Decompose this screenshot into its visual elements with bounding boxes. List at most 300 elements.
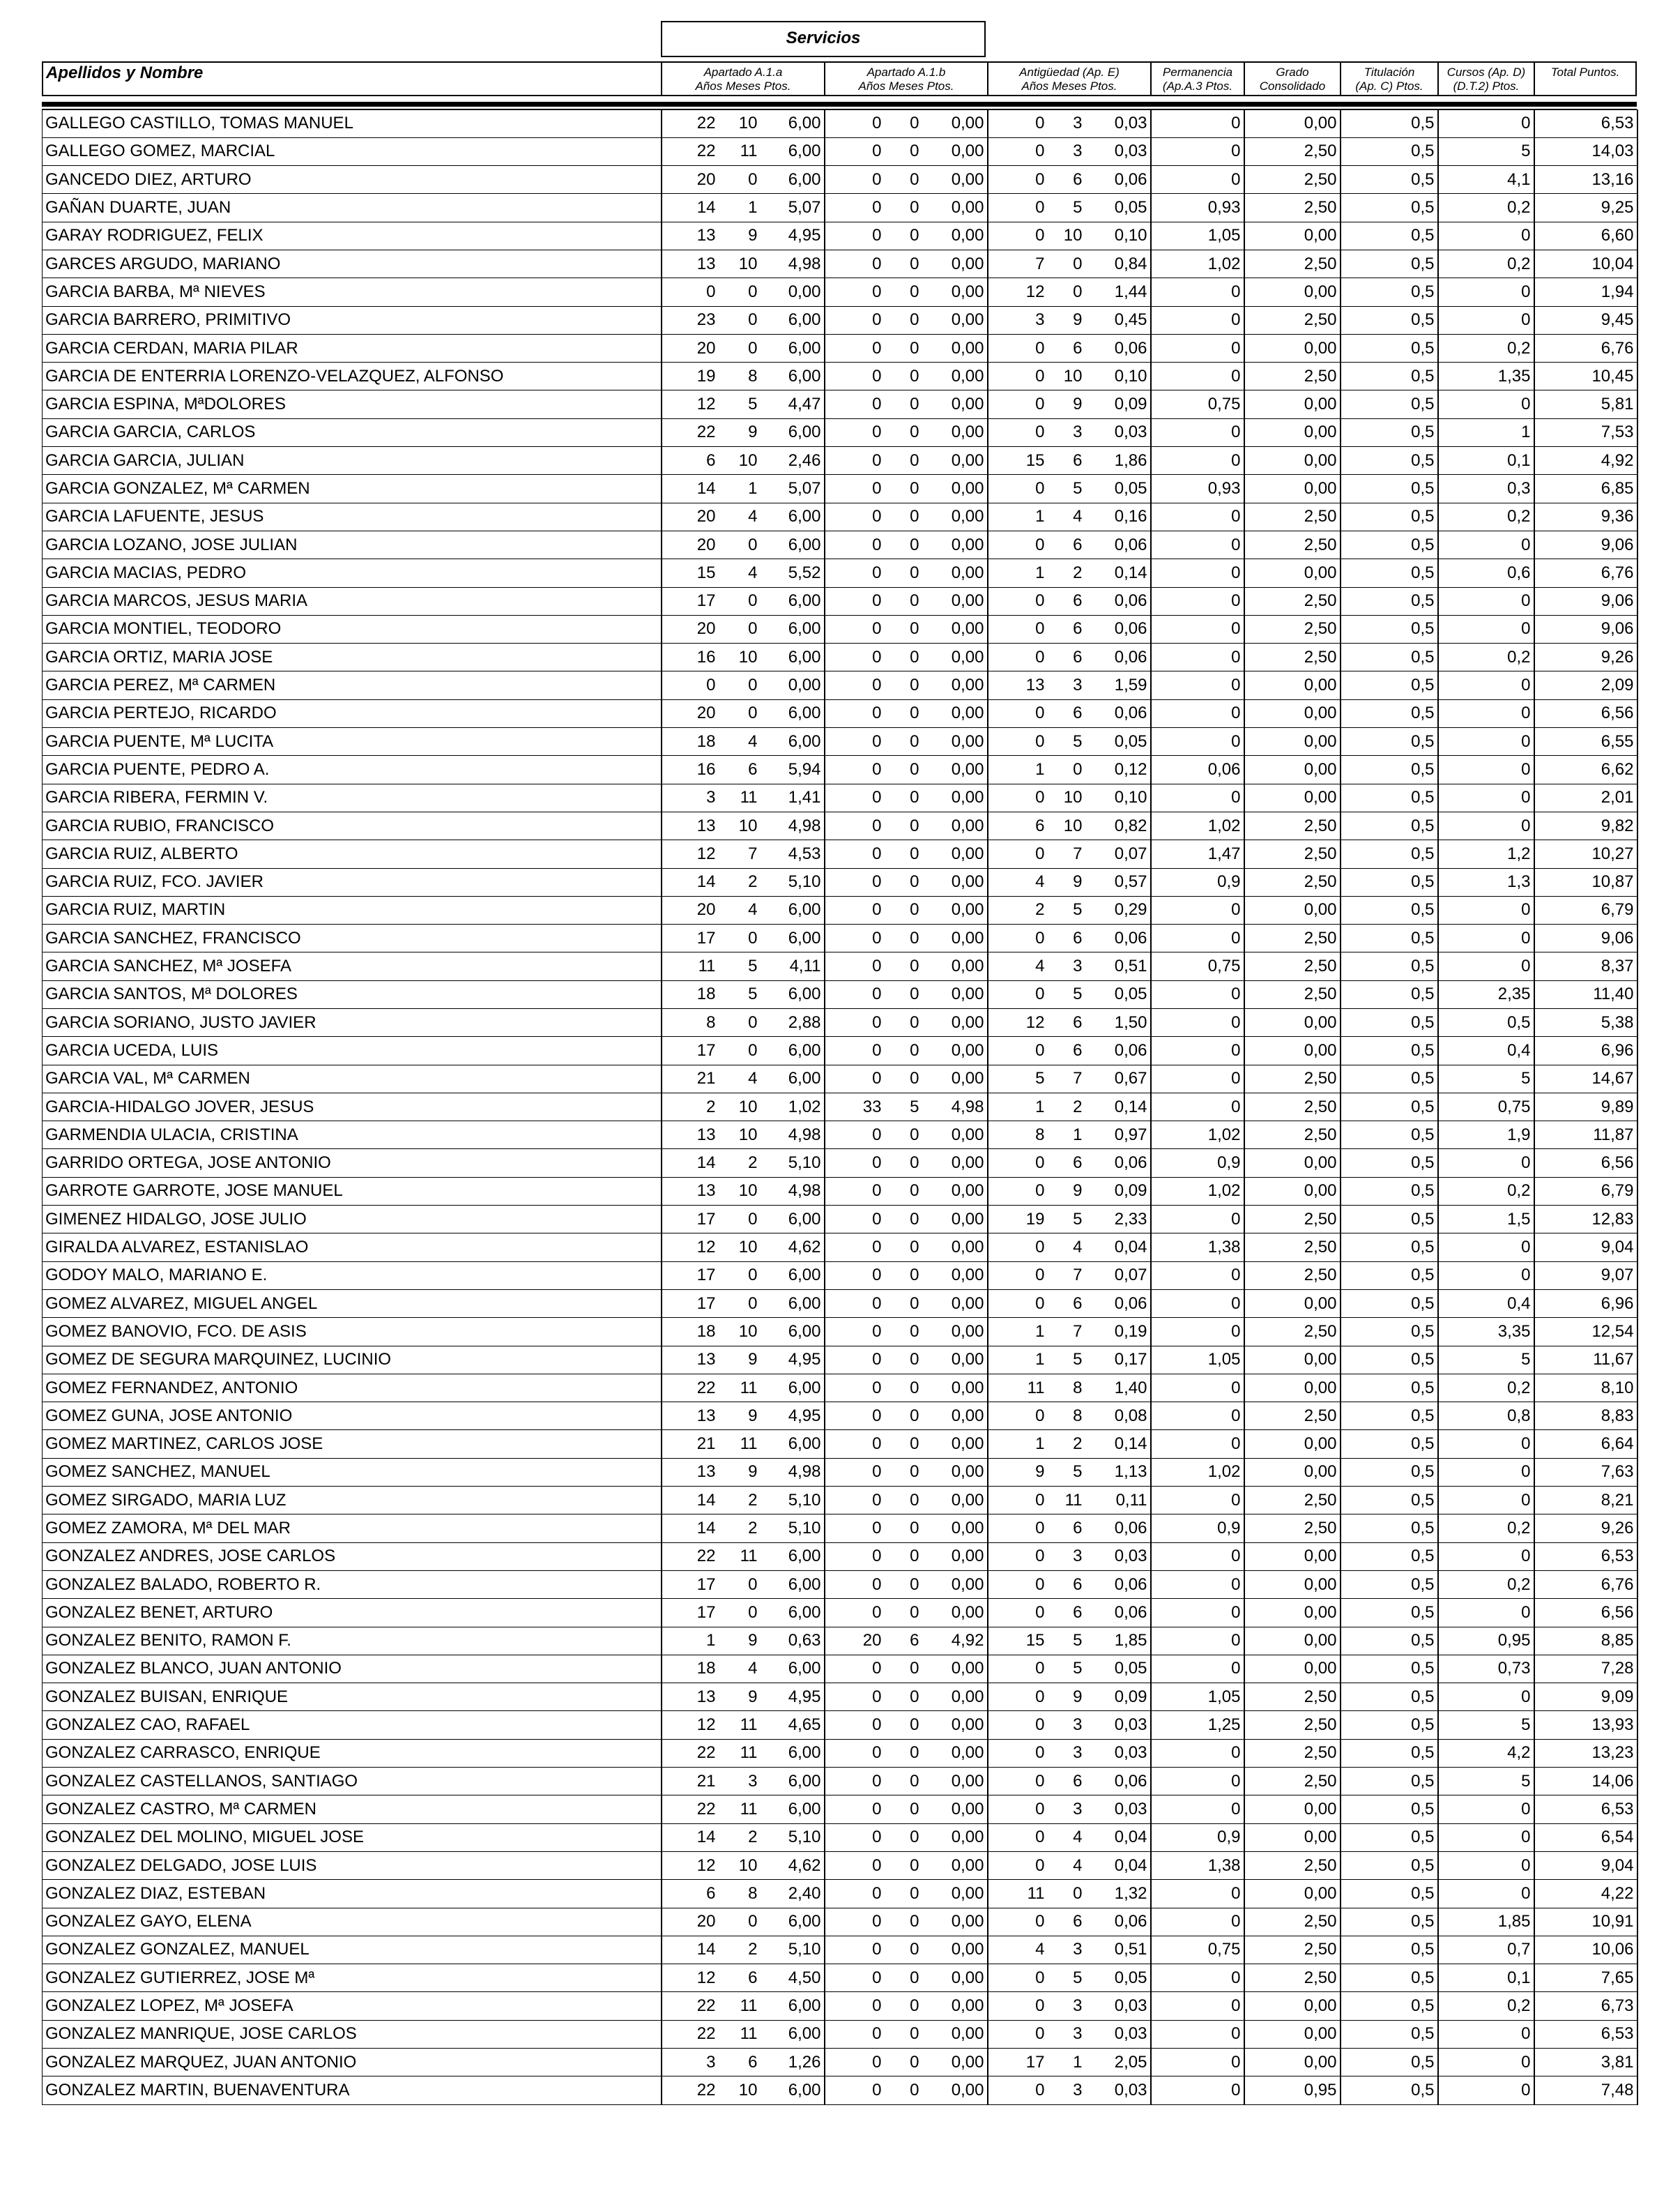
cell-antig-ptos: 0,14	[1085, 1093, 1151, 1121]
col-header-antiguedad	[988, 63, 1152, 95]
cell-titulacion: 0,5	[1341, 1177, 1438, 1205]
cell-grado: 2,50	[1244, 868, 1341, 896]
cell-a1a-ptos: 2,40	[761, 1880, 825, 1908]
cell-a1a-ptos: 6,00	[761, 1739, 825, 1767]
cell-name: GONZALEZ BLANCO, JUAN ANTONIO	[43, 1655, 662, 1683]
cell-name: GARCIA PUENTE, Mª LUCITA	[43, 728, 662, 756]
cell-a1b-meses: 0	[885, 1374, 922, 1402]
cell-cursos: 0,2	[1438, 194, 1534, 222]
cell-total: 11,67	[1534, 1346, 1637, 1374]
cell-grado: 0,00	[1244, 390, 1341, 418]
cell-antig-anos: 15	[988, 1627, 1048, 1655]
cell-a1a-anos: 20	[662, 896, 719, 924]
cell-permanencia: 0	[1151, 1065, 1244, 1093]
cell-titulacion: 0,5	[1341, 1936, 1438, 1964]
table-row	[43, 1655, 1637, 1683]
cell-a1a-meses: 0	[719, 278, 761, 306]
cell-total: 8,21	[1534, 1487, 1637, 1514]
cell-titulacion: 0,5	[1341, 1121, 1438, 1149]
cell-a1b-anos: 0	[825, 194, 885, 222]
cell-a1b-anos: 0	[825, 447, 885, 475]
cell-grado: 2,50	[1244, 1233, 1341, 1261]
cell-antig-anos: 0	[988, 980, 1048, 1008]
table-row	[43, 1374, 1637, 1402]
cell-titulacion: 0,5	[1341, 334, 1438, 362]
cell-name: GOMEZ DE SEGURA MARQUINEZ, LUCINIO	[43, 1346, 662, 1374]
cell-name: GARCIA BARBA, Mª NIEVES	[43, 278, 662, 306]
cell-a1b-anos: 0	[825, 1177, 885, 1205]
cell-antig-anos: 0	[988, 475, 1048, 503]
cell-antig-anos: 0	[988, 1402, 1048, 1430]
cell-a1a-meses: 2	[719, 868, 761, 896]
cell-titulacion: 0,5	[1341, 1880, 1438, 1908]
cell-antig-meses: 3	[1048, 1711, 1085, 1739]
cell-a1b-anos: 0	[825, 1346, 885, 1374]
cell-a1a-anos: 14	[662, 1487, 719, 1514]
cell-a1b-meses: 0	[885, 980, 922, 1008]
cell-name: GONZALEZ CASTRO, Mª CARMEN	[43, 1795, 662, 1823]
cell-a1a-anos: 22	[662, 1739, 719, 1767]
cell-antig-anos: 0	[988, 615, 1048, 643]
cell-name: GOMEZ ALVAREZ, MIGUEL ANGEL	[43, 1289, 662, 1317]
cell-name: GOMEZ SANCHEZ, MANUEL	[43, 1458, 662, 1486]
cell-cursos: 0	[1438, 1880, 1534, 1908]
cell-antig-anos: 11	[988, 1880, 1048, 1908]
cell-permanencia: 0	[1151, 137, 1244, 165]
cell-total: 9,06	[1534, 587, 1637, 615]
cell-name: GONZALEZ GONZALEZ, MANUEL	[43, 1936, 662, 1964]
table-row	[43, 699, 1637, 727]
cell-total: 7,28	[1534, 1655, 1637, 1683]
cell-total: 9,09	[1534, 1683, 1637, 1711]
cell-a1a-ptos: 1,41	[761, 784, 825, 812]
cell-a1b-anos: 0	[825, 952, 885, 980]
cell-a1b-ptos: 0,00	[922, 1936, 988, 1964]
cell-a1a-ptos: 6,00	[761, 1542, 825, 1570]
cell-a1a-ptos: 6,00	[761, 503, 825, 531]
cell-a1a-ptos: 6,00	[761, 1570, 825, 1598]
cell-a1b-meses: 0	[885, 1430, 922, 1458]
cell-a1b-meses: 0	[885, 1487, 922, 1514]
table-row	[43, 1430, 1637, 1458]
cell-permanencia: 0	[1151, 1402, 1244, 1430]
cell-antig-ptos: 0,06	[1085, 1514, 1151, 1542]
cell-name: GONZALEZ BALADO, ROBERTO R.	[43, 1570, 662, 1598]
cell-a1a-meses: 0	[719, 306, 761, 334]
cell-a1a-anos: 13	[662, 1683, 719, 1711]
cell-antig-anos: 4	[988, 1936, 1048, 1964]
table-row	[43, 278, 1637, 306]
cell-a1a-anos: 18	[662, 728, 719, 756]
table-row	[43, 896, 1637, 924]
cell-grado: 0,00	[1244, 447, 1341, 475]
cell-a1a-ptos: 6,00	[761, 531, 825, 559]
cell-antig-ptos: 2,05	[1085, 2048, 1151, 2076]
cell-titulacion: 0,5	[1341, 447, 1438, 475]
cell-a1a-meses: 0	[719, 671, 761, 699]
col-header-a1b-title: Apartado A.1.b	[866, 66, 946, 79]
cell-a1b-anos: 0	[825, 2048, 885, 2076]
cell-a1a-meses: 6	[719, 756, 761, 784]
cell-name: GARCIA SANTOS, Mª DOLORES	[43, 980, 662, 1008]
cell-a1b-anos: 0	[825, 1261, 885, 1289]
cell-a1b-ptos: 0,00	[922, 1430, 988, 1458]
cell-antig-ptos: 1,86	[1085, 447, 1151, 475]
cell-name: GARCIA VAL, Mª CARMEN	[43, 1065, 662, 1093]
cell-grado: 0,00	[1244, 784, 1341, 812]
cell-antig-ptos: 0,10	[1085, 363, 1151, 390]
cell-a1a-anos: 22	[662, 2076, 719, 2104]
cell-total: 6,85	[1534, 475, 1637, 503]
table-row	[43, 1121, 1637, 1149]
cell-permanencia: 0,9	[1151, 1823, 1244, 1851]
cell-antig-meses: 9	[1048, 390, 1085, 418]
cell-antig-meses: 6	[1048, 1037, 1085, 1065]
table-row	[43, 1570, 1637, 1598]
cell-a1b-meses: 0	[885, 1233, 922, 1261]
cell-a1a-ptos: 1,26	[761, 2048, 825, 2076]
cell-antig-ptos: 0,03	[1085, 137, 1151, 165]
cell-total: 8,83	[1534, 1402, 1637, 1430]
cell-a1a-ptos: 6,00	[761, 1992, 825, 2020]
table-row	[43, 1402, 1637, 1430]
table-row	[43, 1261, 1637, 1289]
cell-cursos: 5	[1438, 137, 1534, 165]
table-row	[43, 531, 1637, 559]
cell-grado: 2,50	[1244, 503, 1341, 531]
cell-antig-meses: 10	[1048, 812, 1085, 840]
cell-grado: 0,00	[1244, 334, 1341, 362]
cell-a1b-anos: 0	[825, 559, 885, 587]
cell-grado: 0,00	[1244, 1458, 1341, 1486]
cell-a1a-meses: 10	[719, 1093, 761, 1121]
cell-a1b-meses: 0	[885, 1711, 922, 1739]
cell-a1b-meses: 0	[885, 840, 922, 868]
cell-a1a-anos: 13	[662, 1177, 719, 1205]
cell-antig-ptos: 0,03	[1085, 1542, 1151, 1570]
cell-antig-anos: 15	[988, 447, 1048, 475]
cell-total: 7,65	[1534, 1964, 1637, 1992]
cell-a1a-ptos: 6,00	[761, 1599, 825, 1627]
cell-a1b-ptos: 0,00	[922, 1992, 988, 2020]
cell-a1b-anos: 0	[825, 390, 885, 418]
cell-antig-ptos: 0,03	[1085, 1795, 1151, 1823]
cell-a1b-meses: 5	[885, 1093, 922, 1121]
cell-a1b-meses: 0	[885, 1599, 922, 1627]
cell-permanencia: 0	[1151, 531, 1244, 559]
cell-cursos: 0	[1438, 1599, 1534, 1627]
cell-antig-ptos: 0,03	[1085, 1992, 1151, 2020]
cell-permanencia: 1,02	[1151, 1121, 1244, 1149]
cell-a1a-anos: 12	[662, 840, 719, 868]
cell-antig-anos: 0	[988, 334, 1048, 362]
cell-titulacion: 0,5	[1341, 980, 1438, 1008]
cell-permanencia: 0	[1151, 1430, 1244, 1458]
cell-a1b-ptos: 0,00	[922, 137, 988, 165]
cell-a1a-ptos: 6,00	[761, 1430, 825, 1458]
cell-total: 5,38	[1534, 1009, 1637, 1037]
cell-grado: 0,00	[1244, 896, 1341, 924]
cell-titulacion: 0,5	[1341, 1795, 1438, 1823]
cell-a1b-meses: 0	[885, 1458, 922, 1486]
cell-antig-meses: 9	[1048, 1683, 1085, 1711]
col-header-grado-sub: Consolidado	[1259, 79, 1326, 93]
cell-a1b-ptos: 0,00	[922, 1261, 988, 1289]
cell-total: 3,81	[1534, 2048, 1637, 2076]
cell-a1a-meses: 10	[719, 1233, 761, 1261]
cell-a1b-meses: 0	[885, 278, 922, 306]
cell-cursos: 0,2	[1438, 503, 1534, 531]
cell-antig-ptos: 0,05	[1085, 194, 1151, 222]
table-row	[43, 109, 1637, 137]
cell-total: 9,26	[1534, 644, 1637, 671]
cell-a1a-anos: 22	[662, 1542, 719, 1570]
cell-a1a-ptos: 4,62	[761, 1851, 825, 1879]
cell-cursos: 0,2	[1438, 644, 1534, 671]
cell-a1b-meses: 0	[885, 1177, 922, 1205]
cell-titulacion: 0,5	[1341, 1402, 1438, 1430]
cell-antig-meses: 2	[1048, 559, 1085, 587]
cell-a1a-ptos: 5,10	[761, 1487, 825, 1514]
cell-total: 7,53	[1534, 418, 1637, 446]
cell-a1b-ptos: 0,00	[922, 896, 988, 924]
cell-titulacion: 0,5	[1341, 250, 1438, 278]
cell-cursos: 1,85	[1438, 1908, 1534, 1936]
cell-total: 6,64	[1534, 1430, 1637, 1458]
cell-a1a-meses: 11	[719, 1542, 761, 1570]
cell-total: 7,48	[1534, 2076, 1637, 2104]
cell-cursos: 0,75	[1438, 1093, 1534, 1121]
cell-name: GONZALEZ DEL MOLINO, MIGUEL JOSE	[43, 1823, 662, 1851]
cell-antig-anos: 17	[988, 2048, 1048, 2076]
cell-antig-ptos: 0,06	[1085, 644, 1151, 671]
cell-antig-anos: 0	[988, 1599, 1048, 1627]
cell-antig-anos: 11	[988, 1374, 1048, 1402]
cell-a1b-meses: 0	[885, 1402, 922, 1430]
cell-a1a-anos: 6	[662, 1880, 719, 1908]
cell-total: 14,67	[1534, 1065, 1637, 1093]
cell-total: 10,04	[1534, 250, 1637, 278]
cell-a1b-anos: 0	[825, 1149, 885, 1177]
table-row	[43, 1711, 1637, 1739]
cell-a1a-meses: 10	[719, 1121, 761, 1149]
cell-a1a-anos: 2	[662, 1093, 719, 1121]
cell-a1a-meses: 2	[719, 1823, 761, 1851]
cell-name: GONZALEZ CASTELLANOS, SANTIAGO	[43, 1768, 662, 1795]
cell-cursos: 1,9	[1438, 1121, 1534, 1149]
cell-cursos: 0	[1438, 615, 1534, 643]
cell-name: GONZALEZ ANDRES, JOSE CARLOS	[43, 1542, 662, 1570]
cell-antig-meses: 1	[1048, 2048, 1085, 2076]
cell-a1b-meses: 0	[885, 137, 922, 165]
cell-a1b-anos: 0	[825, 1683, 885, 1711]
cell-antig-ptos: 0,05	[1085, 980, 1151, 1008]
cell-a1a-anos: 12	[662, 1711, 719, 1739]
cell-grado: 0,00	[1244, 475, 1341, 503]
cell-a1a-anos: 3	[662, 2048, 719, 2076]
cell-total: 8,37	[1534, 952, 1637, 980]
cell-antig-anos: 0	[988, 2076, 1048, 2104]
cell-total: 9,04	[1534, 1233, 1637, 1261]
scores-table-body	[43, 109, 1637, 2104]
cell-total: 7,63	[1534, 1458, 1637, 1486]
cell-a1b-meses: 0	[885, 1570, 922, 1598]
cell-a1b-anos: 0	[825, 925, 885, 952]
cell-a1b-ptos: 0,00	[922, 1514, 988, 1542]
cell-permanencia: 0	[1151, 1880, 1244, 1908]
col-header-a1a-title: Apartado A.1.a	[703, 66, 783, 79]
col-header-name: Apellidos y Nombre	[43, 63, 662, 95]
cell-a1a-ptos: 6,00	[761, 1908, 825, 1936]
cell-a1a-anos: 14	[662, 194, 719, 222]
cell-titulacion: 0,5	[1341, 840, 1438, 868]
cell-a1b-anos: 0	[825, 784, 885, 812]
cell-antig-anos: 0	[988, 1823, 1048, 1851]
cell-a1a-anos: 14	[662, 868, 719, 896]
cell-name: GARCIA MARCOS, JESUS MARIA	[43, 587, 662, 615]
cell-a1a-meses: 10	[719, 250, 761, 278]
col-header-a1b-sub: Años Meses Ptos.	[858, 79, 954, 93]
cell-titulacion: 0,5	[1341, 1037, 1438, 1065]
cell-permanencia: 0	[1151, 1570, 1244, 1598]
cell-antig-anos: 1	[988, 1318, 1048, 1346]
cell-a1b-anos: 0	[825, 1542, 885, 1570]
table-row	[43, 222, 1637, 250]
cell-a1b-ptos: 0,00	[922, 1683, 988, 1711]
cell-a1b-anos: 0	[825, 503, 885, 531]
cell-a1a-meses: 11	[719, 1739, 761, 1767]
cell-antig-meses: 3	[1048, 671, 1085, 699]
cell-grado: 0,00	[1244, 1823, 1341, 1851]
cell-a1b-anos: 0	[825, 1065, 885, 1093]
cell-cursos: 0	[1438, 2020, 1534, 2048]
cell-cursos: 0	[1438, 784, 1534, 812]
cell-total: 6,56	[1534, 1149, 1637, 1177]
cell-antig-anos: 1	[988, 1093, 1048, 1121]
cell-permanencia: 0	[1151, 671, 1244, 699]
cell-a1a-meses: 10	[719, 447, 761, 475]
cell-a1a-ptos: 2,88	[761, 1009, 825, 1037]
cell-antig-anos: 9	[988, 1458, 1048, 1486]
cell-name: GARAY RODRIGUEZ, FELIX	[43, 222, 662, 250]
table-row	[43, 447, 1637, 475]
cell-antig-meses: 5	[1048, 475, 1085, 503]
cell-permanencia: 0	[1151, 1009, 1244, 1037]
cell-titulacion: 0,5	[1341, 1458, 1438, 1486]
cell-antig-ptos: 0,06	[1085, 1149, 1151, 1177]
cell-cursos: 0	[1438, 109, 1534, 137]
cell-name: GARCIA DE ENTERRIA LORENZO-VELAZQUEZ, ALFONSO	[43, 363, 662, 390]
cell-a1b-meses: 0	[885, 699, 922, 727]
table-row	[43, 980, 1637, 1008]
cell-a1a-meses: 0	[719, 1009, 761, 1037]
cell-permanencia: 0	[1151, 1037, 1244, 1065]
cell-total: 6,96	[1534, 1289, 1637, 1317]
cell-a1b-ptos: 0,00	[922, 2076, 988, 2104]
cell-antig-anos: 1	[988, 756, 1048, 784]
cell-permanencia: 0	[1151, 166, 1244, 194]
cell-cursos: 0,4	[1438, 1037, 1534, 1065]
table-row	[43, 194, 1637, 222]
cell-a1a-meses: 10	[719, 1177, 761, 1205]
cell-cursos: 0,2	[1438, 1992, 1534, 2020]
cell-titulacion: 0,5	[1341, 1093, 1438, 1121]
cell-a1a-ptos: 4,65	[761, 1711, 825, 1739]
cell-total: 11,87	[1534, 1121, 1637, 1149]
cell-a1a-anos: 20	[662, 166, 719, 194]
cell-a1b-meses: 0	[885, 109, 922, 137]
cell-antig-ptos: 0,06	[1085, 531, 1151, 559]
cell-antig-meses: 0	[1048, 278, 1085, 306]
cell-a1a-meses: 2	[719, 1487, 761, 1514]
cell-grado: 0,00	[1244, 1346, 1341, 1374]
cell-a1a-meses: 7	[719, 840, 761, 868]
cell-antig-ptos: 0,06	[1085, 615, 1151, 643]
cell-a1a-meses: 4	[719, 503, 761, 531]
cell-a1b-ptos: 0,00	[922, 1570, 988, 1598]
cell-a1b-ptos: 0,00	[922, 728, 988, 756]
cell-antig-anos: 0	[988, 1768, 1048, 1795]
cell-antig-anos: 0	[988, 587, 1048, 615]
cell-titulacion: 0,5	[1341, 1655, 1438, 1683]
cell-a1a-meses: 0	[719, 699, 761, 727]
cell-a1b-ptos: 0,00	[922, 1374, 988, 1402]
cell-cursos: 0	[1438, 699, 1534, 727]
cell-cursos: 0	[1438, 278, 1534, 306]
col-header-a1a	[662, 63, 825, 95]
cell-a1b-anos: 0	[825, 1514, 885, 1542]
cell-total: 4,92	[1534, 447, 1637, 475]
cell-grado: 2,50	[1244, 1964, 1341, 1992]
cell-antig-ptos: 1,59	[1085, 671, 1151, 699]
cell-antig-anos: 0	[988, 1149, 1048, 1177]
cell-cursos: 0	[1438, 1233, 1534, 1261]
cell-name: GARCIA LOZANO, JOSE JULIAN	[43, 531, 662, 559]
cell-titulacion: 0,5	[1341, 1430, 1438, 1458]
cell-antig-anos: 1	[988, 1346, 1048, 1374]
cell-a1a-anos: 21	[662, 1430, 719, 1458]
cell-a1a-anos: 20	[662, 699, 719, 727]
cell-grado: 2,50	[1244, 1514, 1341, 1542]
cell-name: GALLEGO GOMEZ, MARCIAL	[43, 137, 662, 165]
cell-cursos: 0,4	[1438, 1289, 1534, 1317]
cell-name: GARCIA SANCHEZ, Mª JOSEFA	[43, 952, 662, 980]
cell-titulacion: 0,5	[1341, 644, 1438, 671]
cell-a1a-anos: 12	[662, 1233, 719, 1261]
cell-a1b-anos: 0	[825, 278, 885, 306]
cell-cursos: 2,35	[1438, 980, 1534, 1008]
column-header-row	[42, 61, 1637, 96]
cell-a1b-meses: 0	[885, 1908, 922, 1936]
cell-name: GIRALDA ALVAREZ, ESTANISLAO	[43, 1233, 662, 1261]
cell-name: GARCIA PERTEJO, RICARDO	[43, 699, 662, 727]
cell-a1b-anos: 0	[825, 1599, 885, 1627]
cell-permanencia: 1,25	[1151, 1711, 1244, 1739]
cell-a1b-meses: 0	[885, 1739, 922, 1767]
cell-name: GARCIA RUIZ, ALBERTO	[43, 840, 662, 868]
cell-cursos: 0	[1438, 390, 1534, 418]
cell-cursos: 0,6	[1438, 559, 1534, 587]
cell-titulacion: 0,5	[1341, 2048, 1438, 2076]
cell-antig-ptos: 0,05	[1085, 475, 1151, 503]
cell-grado: 2,50	[1244, 1093, 1341, 1121]
cell-a1b-meses: 0	[885, 306, 922, 334]
cell-antig-ptos: 0,06	[1085, 1908, 1151, 1936]
cell-antig-ptos: 0,29	[1085, 896, 1151, 924]
cell-a1b-ptos: 0,00	[922, 1233, 988, 1261]
cell-antig-anos: 0	[988, 1037, 1048, 1065]
cell-antig-ptos: 0,17	[1085, 1346, 1151, 1374]
